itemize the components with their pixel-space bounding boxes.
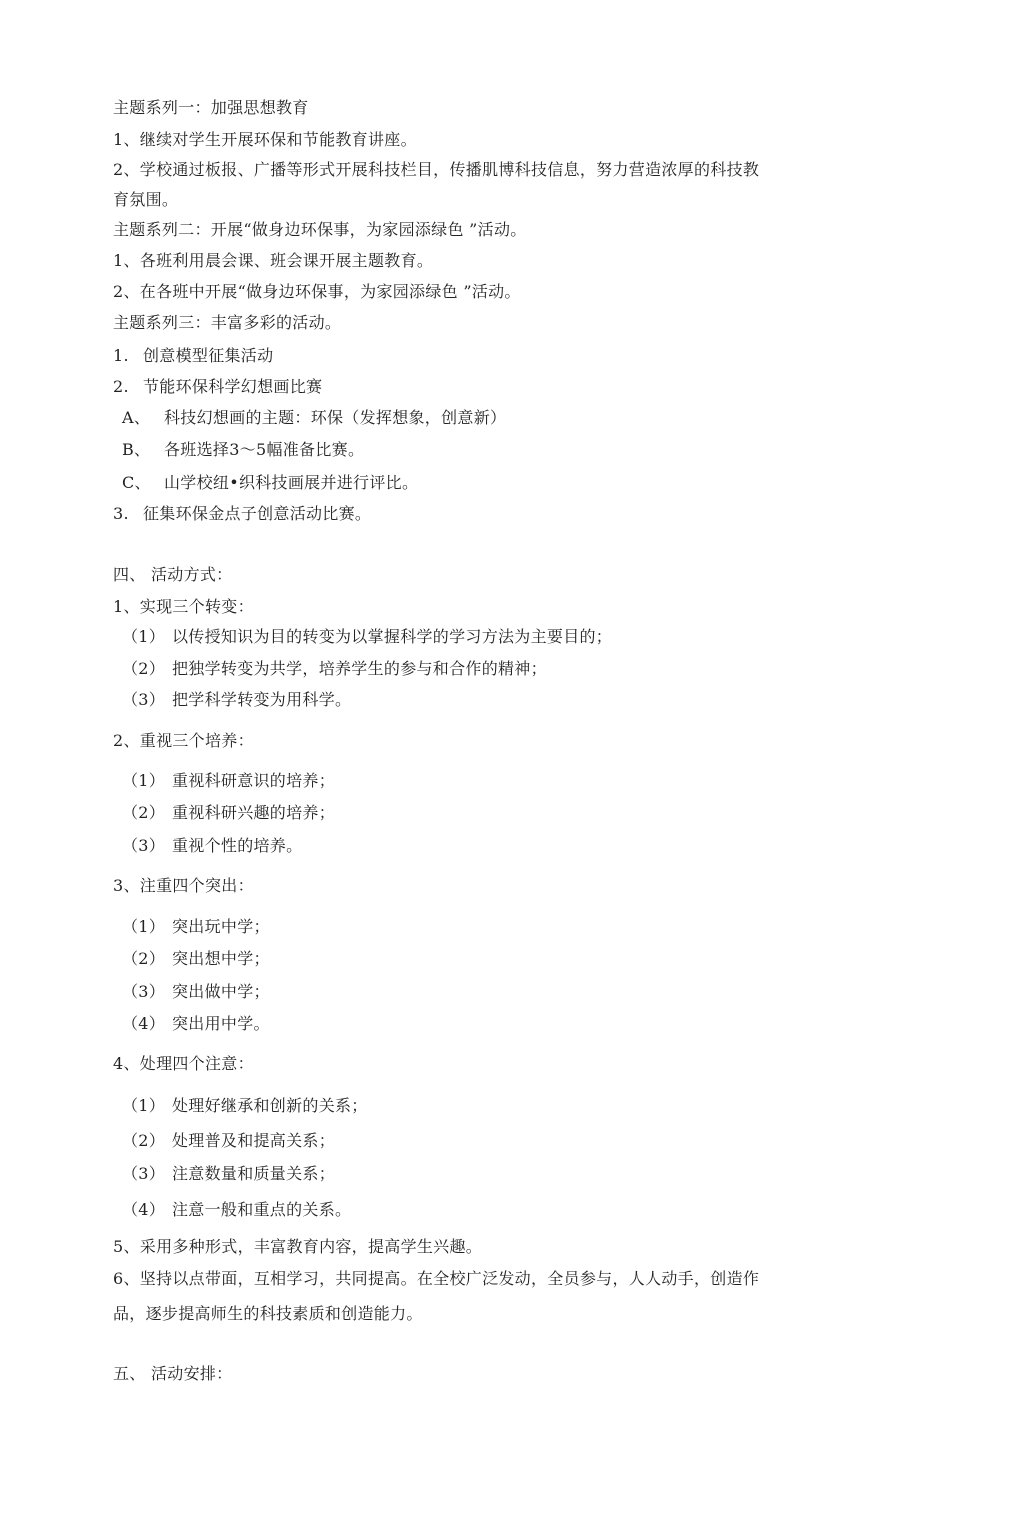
list-number: 2.	[113, 377, 129, 396]
section4-p4-title: 4、处理四个注意：	[113, 1054, 254, 1073]
list-text: 突出想中学；	[172, 949, 270, 968]
theme2-heading: 主题系列二：开展“做身边环保事，为家园添绿色 ”活动。	[113, 220, 527, 239]
list-text: 注意一般和重点的关系。	[172, 1200, 352, 1219]
list-number: B、	[122, 440, 151, 459]
list-item	[122, 1096, 368, 1116]
theme3-item-3	[113, 504, 371, 524]
list-number: （2）	[122, 803, 166, 822]
list-item	[122, 803, 335, 823]
theme3-sub-b	[122, 440, 364, 460]
list-text: 注意数量和质量关系；	[172, 1164, 336, 1183]
list-text: 科技幻想画的主题：环保（发挥想象，创意新）	[164, 408, 507, 427]
list-text: 处理普及和提高关系；	[172, 1131, 336, 1150]
list-item	[122, 771, 335, 791]
list-number: （1）	[122, 917, 166, 936]
section4-heading: 四、 活动方式：	[113, 565, 233, 584]
list-number: （4）	[122, 1200, 166, 1219]
list-item	[122, 1014, 270, 1034]
theme1-heading: 主题系列一：加强思想教育	[113, 98, 309, 117]
theme3-sub-a	[122, 408, 506, 428]
list-text: 山学校纽•织科技画展并进行评比。	[164, 473, 419, 492]
theme3-sub-c	[122, 473, 418, 493]
list-text: 突出用中学。	[172, 1014, 270, 1033]
list-number: 3.	[113, 504, 129, 523]
list-text: 重视科研意识的培养；	[172, 771, 336, 790]
list-text: 重视个性的培养。	[172, 836, 303, 855]
list-item	[122, 917, 270, 937]
list-number: （2）	[122, 949, 166, 968]
list-number: （1）	[122, 1096, 166, 1115]
list-item	[122, 949, 270, 969]
list-text: 征集环保金点子创意活动比赛。	[143, 504, 372, 523]
list-number: （3）	[122, 1164, 166, 1183]
list-text: 突出做中学；	[172, 982, 270, 1001]
list-number: C、	[122, 473, 151, 492]
section4-p6-line2: 品，逐步提高师生的科技素质和创造能力。	[113, 1304, 423, 1323]
theme1-item-2-line1: 2、学校通过板报、广播等形式开展科技栏目，传播肌博科技信息，努力营造浓厚的科技教	[113, 160, 760, 179]
list-text: 各班选择3～5幅准备比赛。	[164, 440, 365, 459]
section5-heading: 五、 活动安排：	[113, 1364, 233, 1383]
list-number: （2）	[122, 1131, 166, 1150]
list-text: 处理好继承和创新的关系；	[172, 1096, 368, 1115]
list-text: 把独学转变为共学，培养学生的参与和合作的精神；	[172, 659, 547, 678]
list-text: 以传授知识为目的转变为以掌握科学的学习方法为主要目的；	[172, 627, 613, 646]
list-number: A、	[122, 408, 151, 427]
list-text: 重视科研兴趣的培养；	[172, 803, 336, 822]
list-text: 把学科学转变为用科学。	[172, 690, 352, 709]
list-number: 1.	[113, 346, 129, 365]
section4-p3-title: 3、注重四个突出：	[113, 876, 254, 895]
theme2-item-1: 1、各班利用晨会课、班会课开展主题教育。	[113, 251, 434, 270]
list-item	[122, 982, 270, 1002]
section4-p5: 5、采用多种形式，丰富教育内容，提高学生兴趣。	[113, 1237, 483, 1256]
theme3-item-2	[113, 377, 322, 397]
list-text: 创意模型征集活动	[143, 346, 274, 365]
list-number: （3）	[122, 836, 166, 855]
theme2-item-2: 2、在各班中开展“做身边环保事，为家园添绿色 ”活动。	[113, 282, 521, 301]
list-item	[122, 1164, 335, 1184]
section4-p1-title: 1、实现三个转变：	[113, 597, 254, 616]
list-number: （2）	[122, 659, 166, 678]
theme1-item-1: 1、继续对学生开展环保和节能教育讲座。	[113, 130, 417, 149]
list-text: 节能环保科学幻想画比赛	[143, 377, 323, 396]
list-item	[122, 1131, 335, 1151]
theme1-item-2-line2: 育氛围。	[113, 190, 179, 209]
theme3-item-1	[113, 346, 273, 366]
section4-p2-title: 2、重视三个培养：	[113, 731, 254, 750]
list-number: （1）	[122, 771, 166, 790]
list-text: 突出玩中学；	[172, 917, 270, 936]
theme3-heading: 主题系列三：丰富多彩的活动。	[113, 313, 342, 332]
list-number: （3）	[122, 982, 166, 1001]
list-number: （4）	[122, 1014, 166, 1033]
list-item	[122, 836, 302, 856]
list-number: （1）	[122, 627, 166, 646]
section4-p6-line1: 6、坚持以点带面，互相学习，共同提高。在全校广泛发动，全员参与，人人动手，创造作	[113, 1269, 760, 1288]
list-item	[122, 1200, 351, 1220]
list-number: （3）	[122, 690, 166, 709]
list-item	[122, 627, 612, 647]
list-item	[122, 690, 351, 710]
list-item	[122, 659, 547, 679]
